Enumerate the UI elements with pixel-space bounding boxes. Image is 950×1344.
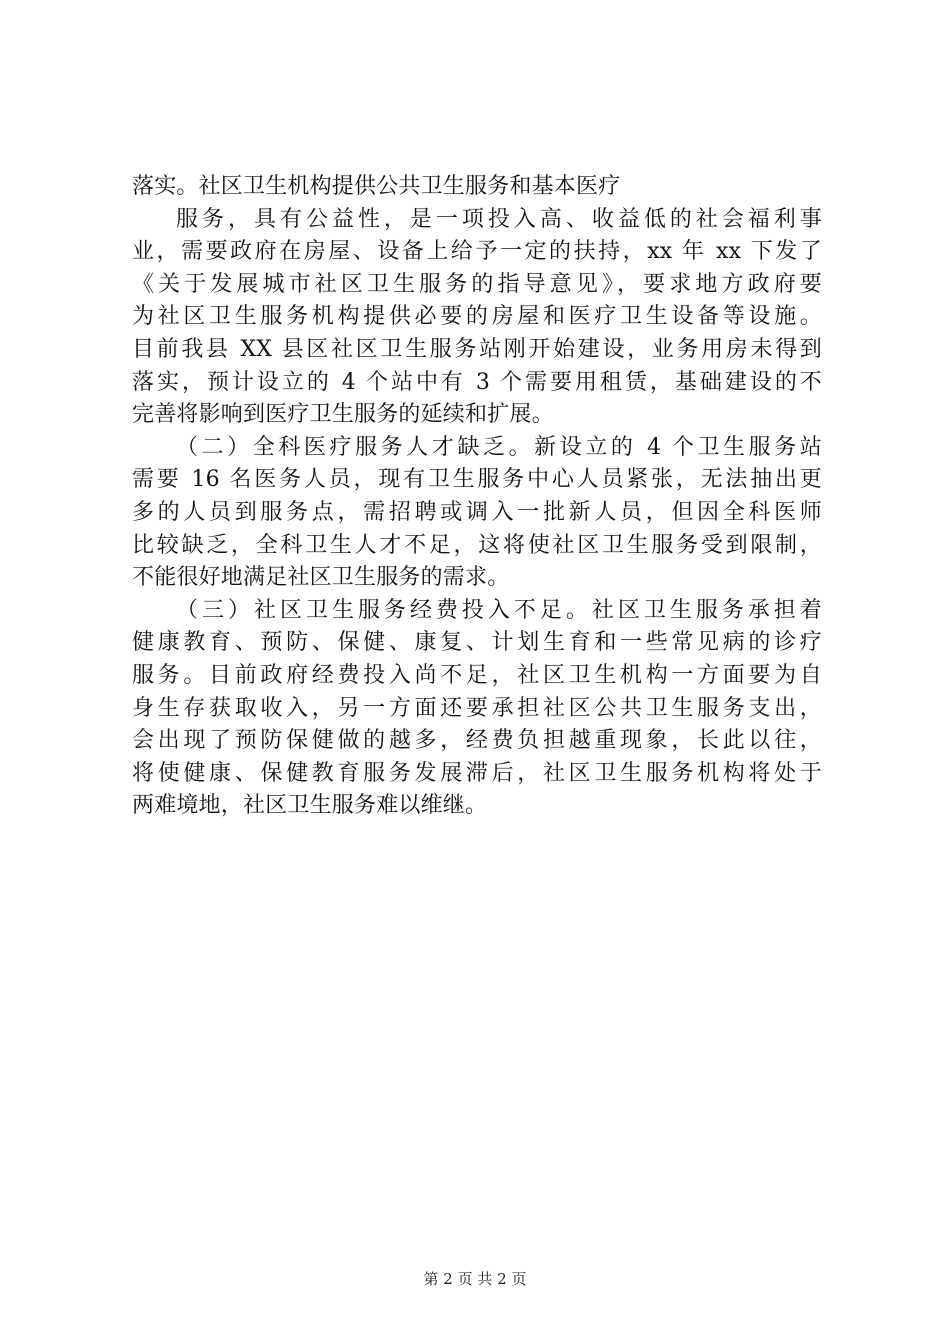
page-footer: 第 2 页 共 2 页 — [423, 1270, 527, 1288]
text-line: 落实，预计设立的 4 个站中有 3 个需要用租赁，基础建设的不 — [132, 369, 822, 395]
text-line: 为社区卫生服务机构提供必要的房屋和医疗卫生设备等设施。 — [132, 304, 822, 330]
text-line: 不能很好地满足社区卫生服务的需求。 — [132, 565, 510, 591]
text-line: 需要 16 名医务人员，现有卫生服务中心人员紧张，无法抽出更 — [132, 467, 822, 493]
document-body — [132, 171, 822, 823]
text-line: 身生存获取收入，另一方面还要承担社区公共卫生服务支出， — [132, 695, 822, 721]
text-line: 两难境地，社区卫生服务难以维继。 — [132, 793, 488, 819]
text-line: 比较缺乏，全科卫生人才不足，这将使社区卫生服务受到限制， — [132, 532, 822, 558]
text-line: 服务。目前政府经费投入尚不足，社区卫生机构一方面要为自 — [132, 662, 822, 688]
text-line: 业，需要政府在房屋、设备上给予一定的扶持，xx 年 xx 下发了 — [132, 239, 822, 265]
text-line: 健康教育、预防、保健、康复、计划生育和一些常见病的诊疗 — [132, 630, 822, 656]
text-line: （二）全科医疗服务人才缺乏。新设立的 4 个卫生服务站 — [176, 434, 822, 460]
text-line: 会出现了预防保健做的越多，经费负担越重现象，长此以往， — [132, 728, 822, 754]
text-line: 《关于发展城市社区卫生服务的指导意见》，要求地方政府要 — [132, 271, 822, 297]
text-line: 目前我县 XX 县区社区卫生服务站刚开始建设，业务用房未得到 — [132, 336, 822, 362]
text-line: 完善将影响到医疗卫生服务的延续和扩展。 — [132, 402, 554, 428]
text-line: 落实。社区卫生机构提供公共卫生服务和基本医疗 — [132, 174, 621, 199]
text-line: （三）社区卫生服务经费投入不足。社区卫生服务承担着 — [176, 597, 822, 623]
text-line: 服务，具有公益性，是一项投入高、收益低的社会福利事 — [176, 206, 822, 232]
text-line: 将使健康、保健教育服务发展滞后，社区卫生服务机构将处于 — [132, 760, 822, 786]
text-line: 多的人员到服务点，需招聘或调入一批新人员，但因全科医师 — [132, 499, 822, 525]
